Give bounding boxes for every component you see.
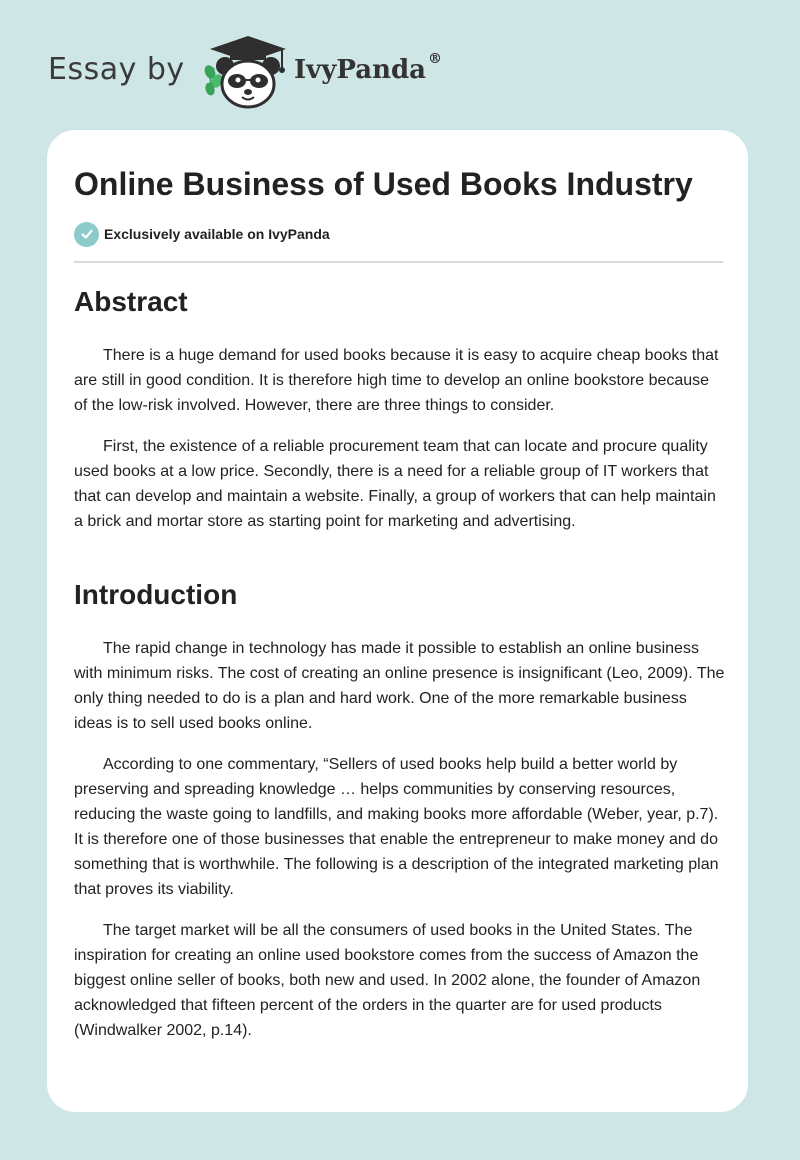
divider [74,261,723,263]
paragraph: There is a huge demand for used books because it is easy to acquire cheap books that are still in good condition. It is therefore high time to develop an online bookstore because of the low-risk involved. However, there are three things to consider. [74,347,719,414]
paragraph: First, the existence of a reliable procurement team that can locate and procure quality used books at a low price. Secondly, there is a need for a reliable group of IT workers that that can develop and maintain a website. Finally, a group of workers that can help maintain a brick and mortar store as starting point for marketing and advertising. [74,438,716,530]
essay-by-label: Essay by [48,52,185,87]
paragraph: The rapid change in technology has made it possible to establish an online business with minimum risks. The cost of creating an online presence is insignificant (Leo, 2009). The only thing needed to do is a plan and hard work. One of the more remarkable business ideas is to sell used books online. [74,640,725,732]
section-heading-abstract: Abstract [74,286,188,317]
essay-card [47,130,748,1112]
panda-logo-icon [200,34,290,110]
paragraph: According to one commentary, “Sellers of used books help build a better world by preserving and spreading knowledge … helps communities by conserving resources, reducing the waste going to landfills, and making books more affordable (Weber, year, p.7). It is therefore one of those businesses that enable the entrepreneur to make money and do something that is worthwhile. The following is a description of the integrated marketing plan that proves its viability. [74,756,719,898]
brand-header [48,34,508,110]
exclusive-badge [74,221,330,247]
section-heading-introduction: Introduction [74,579,238,610]
registered-mark: ® [428,51,443,67]
brand-name: IvyPanda ® [294,51,443,85]
badge-text: Exclusively available on IvyPanda [104,226,330,242]
essay-title: Online Business of Used Books Industry [74,166,693,202]
paragraph: The target market will be all the consumers of used books in the United States. The inspiration for creating an online used bookstore comes from the success of Amazon the biggest online seller of books, both new and used. In 2002 alone, the founder of Amazon acknowledged that fifteen percent of the orders in the quarter are for used products (Windwalker 2002, p.14). [74,922,701,1039]
checkmark-icon [74,222,99,247]
